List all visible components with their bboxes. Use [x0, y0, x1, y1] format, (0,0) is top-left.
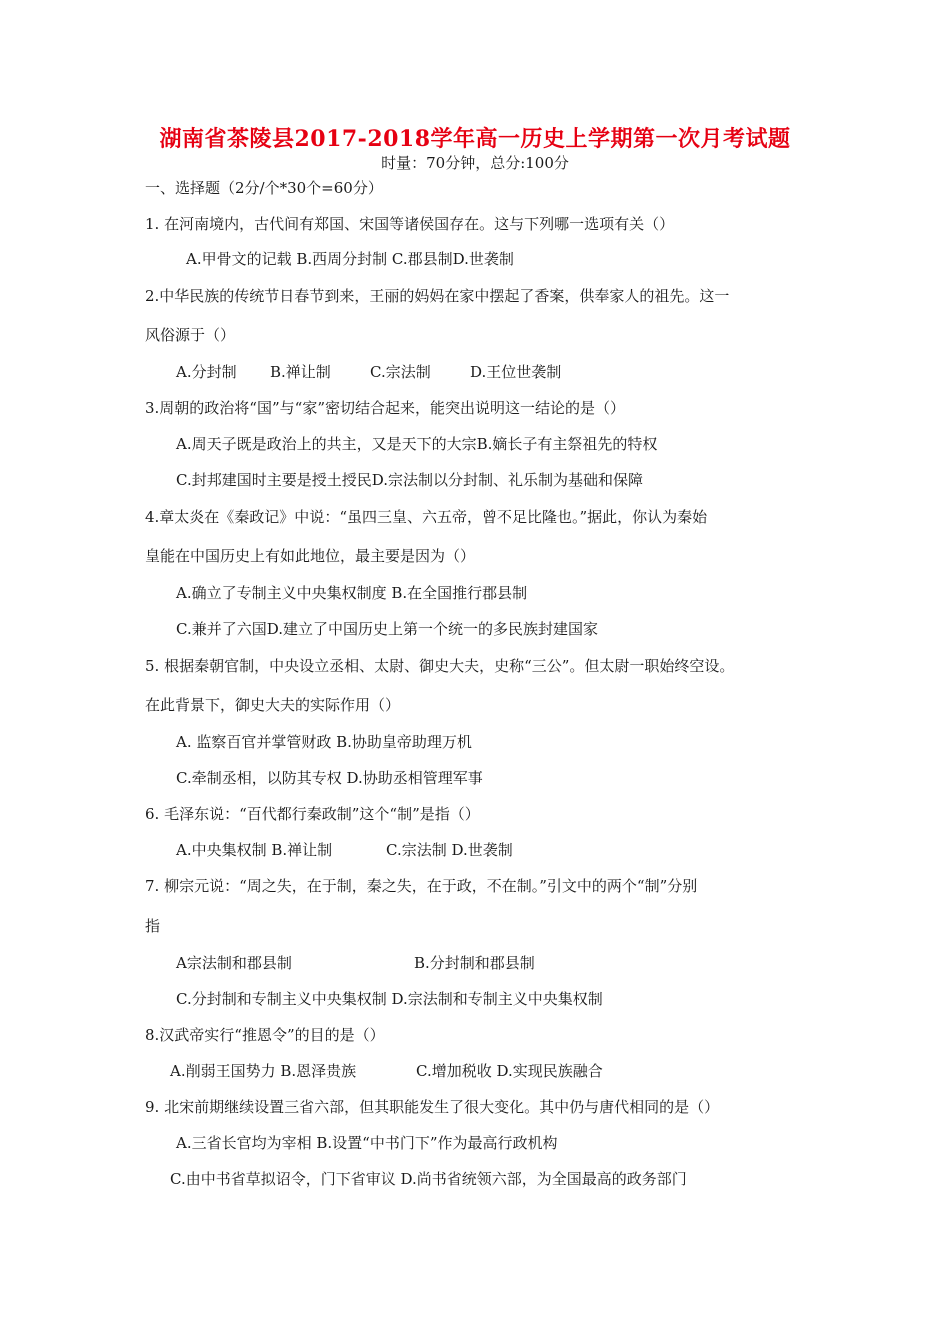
question-9-options-1: A.三省长官均为宰相 B.设置“中书门下”作为最高行政机构 [176, 1134, 558, 1152]
question-5-text-cont: 在此背景下，御史大夫的实际作用（） [145, 696, 401, 714]
question-8-options-cd: C.增加税收 D.实现民族融合 [416, 1062, 603, 1080]
question-3-text: 3.周朝的政治将“国”与“家”密切结合起来，能突出说明这一结论的是（） [145, 399, 625, 417]
section-heading: 一、选择题（2分/个*30个=60分） [145, 179, 383, 197]
question-4-text: 4.章太炎在《秦政记》中说：“虽四三皇、六五帝，曾不足比隆也。”据此，你认为秦始 [145, 508, 708, 526]
question-7-option-a: A宗法制和郡县制 [176, 954, 292, 972]
question-2-option-a: A.分封制 [176, 363, 237, 381]
question-7-option-b: B.分封制和郡县制 [414, 954, 535, 972]
question-2-text: 2.中华民族的传统节日春节到来，王丽的妈妈在家中摆起了香案，供奉家人的祖先。这一 [145, 287, 730, 305]
question-3-options-1: A.周天子既是政治上的共主，又是天下的大宗B.嫡长子有主祭祖先的特权 [176, 435, 658, 453]
question-5-options-2: C.牵制丞相，以防其专权 D.协助丞相管理军事 [176, 769, 483, 787]
question-1-options: A.甲骨文的记载 B.西周分封制 C.郡县制D.世袭制 [186, 250, 514, 268]
question-9-options-2: C.由中书省草拟诏令，门下省审议 D.尚书省统领六部，为全国最高的政务部门 [170, 1170, 687, 1188]
question-6-options-ab: A.中央集权制 B.禅让制 [176, 841, 333, 859]
question-3-options-2: C.封邦建国时主要是授土授民D.宗法制以分封制、礼乐制为基础和保障 [176, 471, 643, 489]
question-2-text-cont: 风俗源于（） [145, 326, 236, 344]
question-2-option-b: B.禅让制 [270, 363, 331, 381]
question-6-text: 6. 毛泽东说：“百代都行秦政制”这个“制”是指（） [145, 805, 480, 823]
exam-subtitle: 时量：70分钟，总分:100分 [381, 154, 569, 172]
question-6-options-cd: C.宗法制 D.世袭制 [386, 841, 513, 859]
question-4-options-1: A.确立了专制主义中央集权制度 B.在全国推行郡县制 [176, 584, 528, 602]
question-1-text: 1. 在河南境内，古代间有郑国、宋国等诸侯国存在。这与下列哪一选项有关（） [145, 215, 675, 233]
question-4-options-2: C.兼并了六国D.建立了中国历史上第一个统一的多民族封建国家 [176, 620, 598, 638]
question-9-text: 9. 北宋前期继续设置三省六部，但其职能发生了很大变化。其中仍与唐代相同的是（） [145, 1098, 720, 1116]
exam-title: 湖南省茶陵县2017-2018学年高一历史上学期第一次月考试题 [159, 126, 791, 152]
question-4-text-cont: 皇能在中国历史上有如此地位，最主要是因为（） [145, 547, 476, 565]
question-5-text: 5. 根据秦朝官制，中央设立丞相、太尉、御史大夫，史称“三公”。但太尉一职始终空设。 [145, 657, 735, 675]
question-5-options-1: A. 监察百官并掌管财政 B.协助皇帝助理万机 [176, 733, 472, 751]
question-2-option-c: C.宗法制 [370, 363, 431, 381]
question-7-options-2: C.分封制和专制主义中央集权制 D.宗法制和专制主义中央集权制 [176, 990, 603, 1008]
question-8-text: 8.汉武帝实行“推恩令”的目的是（） [145, 1026, 385, 1044]
question-7-text: 7. 柳宗元说：“周之失，在于制，秦之失，在于政，不在制。”引文中的两个“制”分别 [145, 877, 698, 895]
question-8-options-ab: A.削弱王国势力 B.恩泽贵族 [170, 1062, 357, 1080]
question-2-option-d: D.王位世袭制 [470, 363, 562, 381]
question-7-text-cont: 指 [145, 917, 161, 935]
